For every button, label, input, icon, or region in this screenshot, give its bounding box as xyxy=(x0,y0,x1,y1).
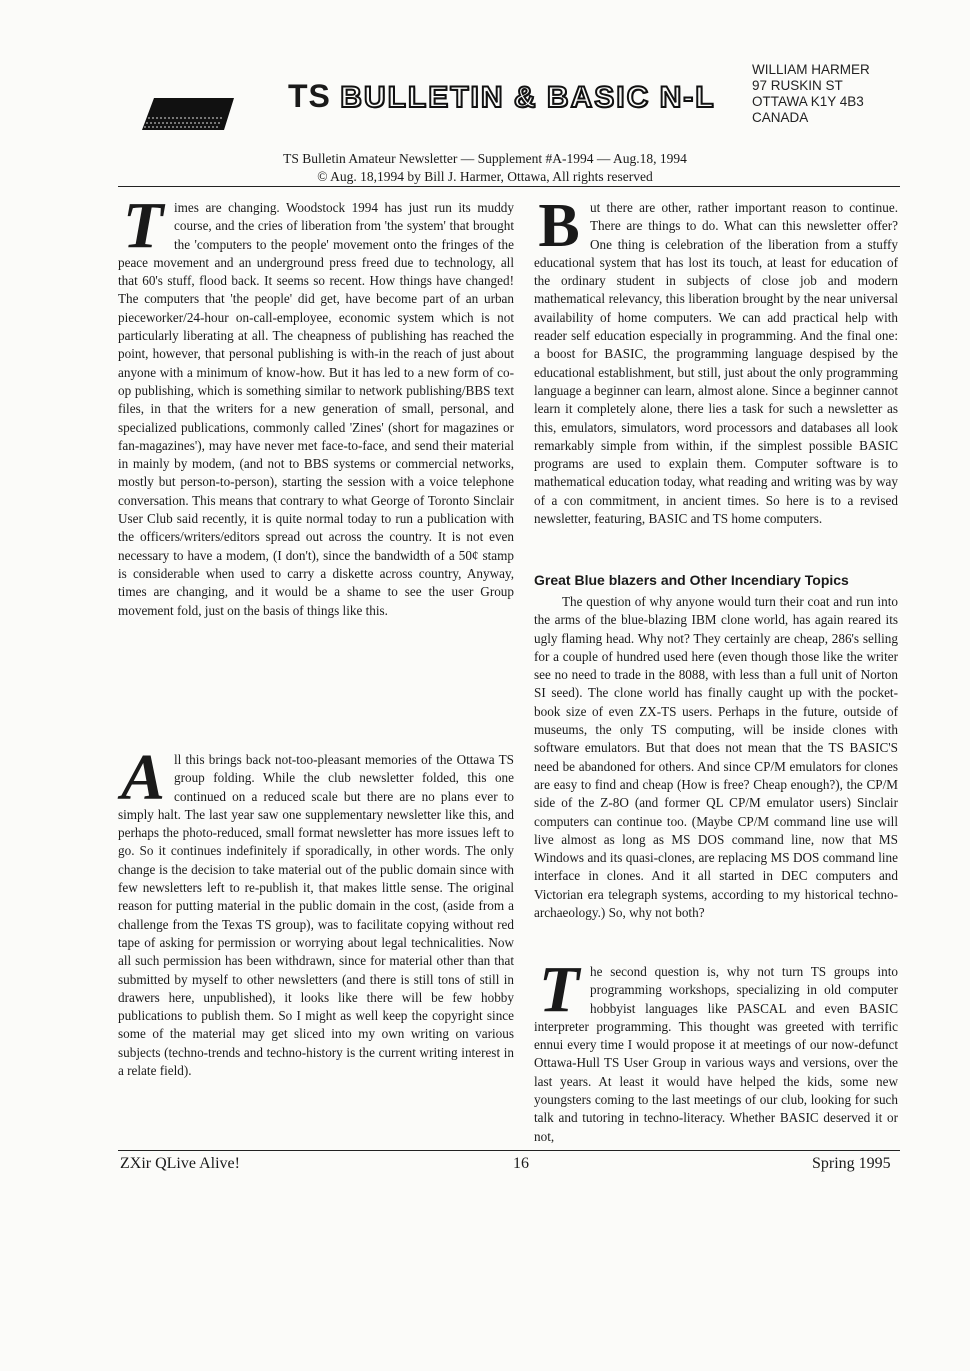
supplement-header xyxy=(0,150,970,186)
left-column-article-2 xyxy=(118,741,514,1080)
article-paragraph: ut there are other, rather important reason to continue. There are things to do. What can this newsletter offer? One thing is celebration of the liberation from a stuffy educational system that has lost its touch, at least for education of the ordinary student in subjects of close job and modern mathematical relevancy, this liberation brought by the near universal availability of home computers. We can add practical help with reader self education especially in programming. And the final one: a boost for BASIC, the programming language despised by the educational establishment, but still, just about the only programming language a beginner can learn, almost alone. Since a beginner cannot learn it completely alone, there lies a task for such a newsletter as this, emulators, simulators, word processors and databases all look remarkably simple from within, if the simplest possible BASIC programs are used to explain them. Computer software is to mathematical education today, what reading and writing was by way of a con commitment, in ancient times. So here is to a revised newsletter, featuring, BASIC and TS home computers. xyxy=(534,200,898,527)
drop-cap: B xyxy=(538,192,580,260)
masthead-ts: TS xyxy=(288,78,331,114)
article-paragraph: he second question is, why not turn TS groups into programming workshops, specializing in old computer hobbyist languages like PASCAL and even BASIC interpreter programming. This thought was greeted with terrific ennui every time I would propose it at meetings of our now-defunct Ottawa-Hull TS User Group in various ways and versions, over the last years. At least it would have helped the kids, some new youngsters coming to the last meetings of our club, looking for such talk and tutoring in techno-literacy. Whether BASIC deserved it or not, xyxy=(534,964,898,1144)
mailing-address xyxy=(752,62,870,126)
masthead-bulletin: BULLETIN xyxy=(340,81,505,114)
drop-cap: T xyxy=(122,189,164,262)
drop-cap: T xyxy=(538,953,580,1026)
masthead-amp: & xyxy=(513,81,538,114)
header-rule xyxy=(118,186,900,187)
address-line: CANADA xyxy=(752,110,809,125)
masthead-basic: BASIC xyxy=(546,81,651,114)
right-column-article-3 xyxy=(534,953,898,1146)
masthead-title xyxy=(288,78,748,115)
copyright-line: © Aug. 18,1994 by Bill J. Harmer, Ottawa, All rights reserved xyxy=(317,169,653,184)
footer-page-number: 16 xyxy=(513,1155,529,1172)
masthead-nl: N-L xyxy=(659,81,716,114)
right-column-article-2 xyxy=(534,593,898,922)
footer-issue: Spring 1995 xyxy=(812,1155,891,1172)
section-heading: Great Blue blazers and Other Incendiary Topics xyxy=(534,572,849,588)
drop-cap: A xyxy=(120,741,166,814)
left-column-article-1 xyxy=(118,189,514,620)
address-line: WILLIAM HARMER xyxy=(752,62,870,77)
address-line: 97 RUSKIN ST xyxy=(752,78,843,93)
article-paragraph: The question of why anyone would turn their coat and run into the arms of the blue-blazing IBM clone world, has again reared its ugly flaming head. Why not? They certainly are cheap, 286's selling for a couple of hundred used here (even though those like the writer see no need to trade in the 8088, with less than a full unit of Norton SI seed). The clone world has finally caught up with the pocket-book size of even ZX-TS users. Perhaps in the future, outside of museums, the only TS computing, will be inside clones with software emulators. But that does not mean that the TS BASIC'S need be abandoned for others. And since CP/M emulators for clones are easy to find and cheap (How is free? Cheap enough?), the CP/M side of the Z-8O (and former QL CP/M emulator users) Sinclair computers can continue too. (Maybe CP/M command line use will live almost as long as MS DOS command line, now that MS Windows and its quasi-clones, are replacing MS DOS command line interface in clones. And it all started in DEC computers and Victorian era telegraph systems, according to my historical techno-archaeology.) So, why not both? xyxy=(534,594,898,921)
footer-publication: ZXir QLive Alive! xyxy=(120,1155,240,1172)
article-paragraph: imes are changing. Woodstock 1994 has just run its muddy course, and the cries of liberation from 'the system' that brought the 'computers to the people' movement onto the fringes of the peace movement and an underground press freed due to technology, all that 60's stuff, flood back. It seems so recent. How things have changed! The computers that 'the people' did get, have become part of an urban pieceworker/24-hour on-call-employee, economic system which is not particularly liberating at all. The cheapness of publishing has reached the point, however, that personal publishing is with-in the reach of just about anyone with a minimum of know-how. But it has led to a new form of co-op publishing, which is something similar to network publishing/BBS text files, in that the writers for a new generation of small, personal, and specialized publications, commonly called 'Zines' (short for magazines or fan-magazines'), may have never met face-to-face, and send their material in mainly by modem, (and not to BBS systems or commercial networks, mostly but person-to-person), starting the session with a voice telephone conversation. This means that contrary to what George of Toronto Sinclair User Club said recently, it is quite normal today to run a publication with the officers/writers/editors spread out across the country. It is not even necessary to have a modem, (I don't), since the bandwidth of a 50¢ stamp is considerable when used to carry a diskette across country, Anyway, times are changing, and it would be a shame to see the user Group movement fold, just on the basis of things like this. xyxy=(118,200,514,618)
right-column-article-1 xyxy=(534,192,898,528)
footer-rule xyxy=(118,1150,900,1151)
address-line: OTTAWA K1Y 4B3 xyxy=(752,94,864,109)
supplement-title: TS Bulletin Amateur Newsletter — Supplement #A-1994 — Aug.18, 1994 xyxy=(283,151,687,166)
keyboard-logo-icon xyxy=(140,96,236,132)
article-paragraph: ll this brings back not-too-pleasant memories of the Ottawa TS group folding. While the club newsletter folded, this one continued on a reduced scale but there are no plans ever to simply halt. The last year saw one supplementary newsletter like this, and perhaps the photo-reduced, small format newsletter has more issues left to go. So it continues indefinitely if sporadically, in other words. The only change is the decision to take material out of the public domain since with few newsletters left to re-publish it, that makes little sense. The original reason for putting material in the public domain in the cost, (aside from a challenge from the Texas TS group), was to facilitate copying without red tape of asking for permission or worrying about legal technicalities. Now all such permission has been withdrawn, since for material other than that submitted by myself to other newsletters (and there is still tons of still in drawers here, unpublished), it looks like there will be few hobby publications to publish them. So I might as well keep the copyright since some of the material may get sliced into my own writing on various subjects (techno-trends and techno-history is the current writing interest in a relate field). xyxy=(118,752,514,1079)
